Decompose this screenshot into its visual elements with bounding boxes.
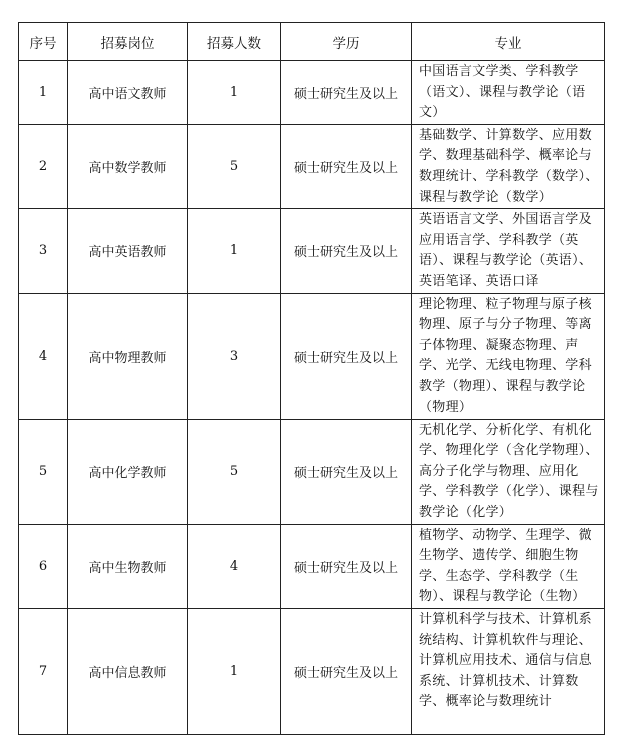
cell-headcount: 1	[188, 608, 281, 734]
header-headcount: 招募人数	[188, 23, 281, 61]
table-row	[19, 419, 605, 524]
table-header-row	[19, 23, 605, 61]
cell-major: 中国语言文学类、学科教学（语文）、课程与教学论（语文）	[412, 61, 605, 125]
cell-headcount: 1	[188, 209, 281, 293]
cell-serial-number: 5	[19, 419, 68, 524]
cell-major: 英语语言文学、外国语言学及应用语言学、学科教学（英语）、课程与教学论（英语）、英语笔译、英语口译	[412, 209, 605, 293]
recruitment-table-container	[18, 22, 605, 735]
cell-education: 硕士研究生及以上	[281, 124, 412, 208]
cell-major: 基础数学、计算数学、应用数学、数理基础科学、概率论与数理统计、学科教学（数学）、课程与教学论（数学）	[412, 124, 605, 208]
cell-position: 高中英语教师	[68, 209, 188, 293]
header-serial-number: 序号	[19, 23, 68, 61]
cell-position: 高中物理教师	[68, 293, 188, 419]
cell-major: 植物学、动物学、生理学、微生物学、遗传学、细胞生物学、生态学、学科教学（生物）、课程与教学论（生物）	[412, 524, 605, 608]
table-row	[19, 524, 605, 608]
table-row	[19, 124, 605, 208]
recruitment-table	[18, 22, 605, 735]
cell-headcount: 5	[188, 124, 281, 208]
header-position: 招募岗位	[68, 23, 188, 61]
header-major: 专业	[412, 23, 605, 61]
cell-education: 硕士研究生及以上	[281, 293, 412, 419]
cell-education: 硕士研究生及以上	[281, 61, 412, 125]
cell-education: 硕士研究生及以上	[281, 419, 412, 524]
cell-serial-number: 2	[19, 124, 68, 208]
table-row	[19, 61, 605, 125]
cell-position: 高中语文教师	[68, 61, 188, 125]
cell-education: 硕士研究生及以上	[281, 209, 412, 293]
cell-headcount: 1	[188, 61, 281, 125]
cell-headcount: 4	[188, 524, 281, 608]
cell-major: 无机化学、分析化学、有机化学、物理化学（含化学物理）、高分子化学与物理、应用化学、学科教学（化学）、课程与教学论（化学）	[412, 419, 605, 524]
cell-major: 计算机科学与技术、计算机系统结构、计算机软件与理论、计算机应用技术、通信与信息系统、计算机技术、计算数学、概率论与数理统计	[412, 608, 605, 734]
header-education: 学历	[281, 23, 412, 61]
cell-education: 硕士研究生及以上	[281, 608, 412, 734]
table-row	[19, 293, 605, 419]
cell-headcount: 3	[188, 293, 281, 419]
table-row	[19, 608, 605, 734]
cell-education: 硕士研究生及以上	[281, 524, 412, 608]
table-row	[19, 209, 605, 293]
cell-position: 高中化学教师	[68, 419, 188, 524]
cell-position: 高中数学教师	[68, 124, 188, 208]
cell-serial-number: 6	[19, 524, 68, 608]
cell-serial-number: 3	[19, 209, 68, 293]
cell-headcount: 5	[188, 419, 281, 524]
cell-position: 高中信息教师	[68, 608, 188, 734]
cell-position: 高中生物教师	[68, 524, 188, 608]
cell-major: 理论物理、粒子物理与原子核物理、原子与分子物理、等离子体物理、凝聚态物理、声学、光学、无线电物理、学科教学（物理）、课程与教学论（物理）	[412, 293, 605, 419]
cell-serial-number: 4	[19, 293, 68, 419]
cell-serial-number: 7	[19, 608, 68, 734]
cell-serial-number: 1	[19, 61, 68, 125]
